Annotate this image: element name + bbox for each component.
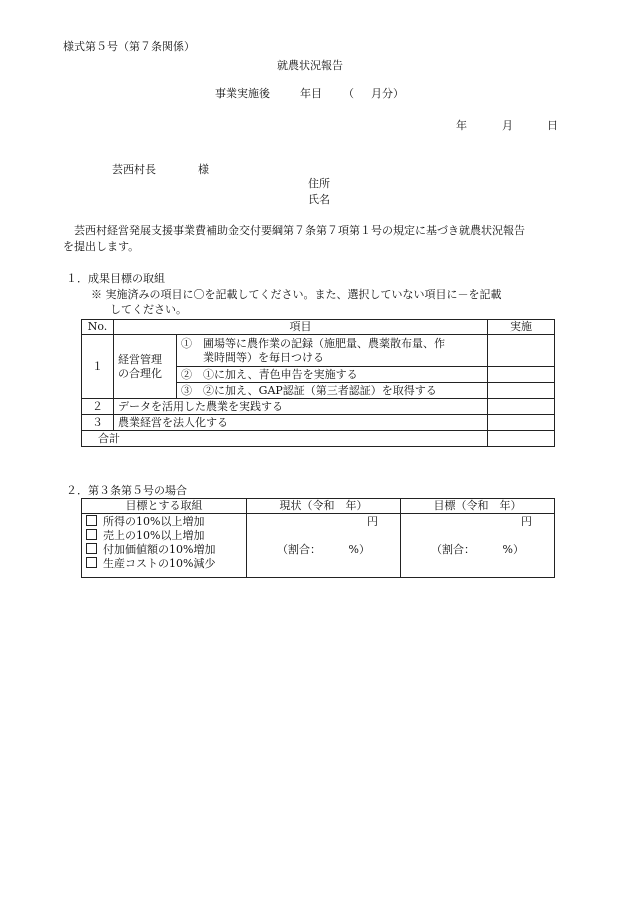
document-title: 就農状況報告 (277, 59, 343, 72)
row1-category-line1: 経営管理 (118, 352, 162, 366)
date-month: 月 (502, 119, 513, 132)
target-yen: 円 (521, 515, 532, 528)
col-goal-header: 目標とする取組 (82, 499, 247, 514)
total-label: 合計 (82, 431, 488, 447)
paragraph-line2: を提出します。 (63, 240, 140, 253)
row1-sub1-done-cell[interactable] (488, 335, 555, 367)
goal-options (82, 514, 247, 578)
row1-category (114, 335, 177, 399)
paragraph-line1: 芸西村経営発展支援事業費補助金交付要綱第７条第７項第１号の規定に基づき就農状況報告 (74, 224, 525, 237)
period-prefix: 事業実施後 (215, 87, 270, 100)
current-ratio: （割合： %） (277, 543, 370, 556)
target-cell[interactable] (401, 514, 555, 578)
section1-note-line1: ※ 実施済みの項目に〇を記載してください。また、選択していない項目に－を記載 (91, 288, 502, 301)
date-day: 日 (547, 119, 558, 132)
section1-heading: １．成果目標の取組 (66, 272, 165, 285)
option-sales-label: 売上の10%以上増加 (103, 529, 205, 542)
col-item-header: 項目 (114, 320, 488, 335)
row3-done-cell[interactable] (488, 415, 555, 431)
row1-sub2-done-cell[interactable] (488, 367, 555, 383)
row2-no: ２ (82, 399, 114, 415)
row3-no: ３ (82, 415, 114, 431)
checkbox-icon[interactable] (86, 543, 97, 554)
row1-sub1-line2: 業時間等）を毎日つける (203, 350, 324, 364)
target-ratio: （割合： %） (431, 543, 524, 556)
honorific: 様 (198, 163, 209, 176)
addressee: 芸西村長 (112, 163, 156, 176)
option-value-added-label: 付加価値額の10%増加 (103, 543, 216, 556)
row1-sub3-done-cell[interactable] (488, 383, 555, 399)
goals-table (81, 319, 555, 447)
row1-sub1-mark: ① (181, 336, 192, 350)
period-month: 月分） (371, 87, 404, 100)
row1-category-line2: の合理化 (118, 366, 162, 380)
option-cost[interactable] (86, 557, 242, 571)
option-value-added[interactable] (86, 543, 242, 557)
col-done-header: 実施 (488, 320, 555, 335)
current-yen: 円 (367, 515, 378, 528)
row1-no: １ (82, 335, 114, 399)
section2-heading: ２．第３条第５号の場合 (66, 484, 187, 497)
row1-sub2: ② ①に加え、青色申告を実施する (177, 367, 488, 383)
checkbox-icon[interactable] (86, 515, 97, 526)
col-current-header: 現状（令和 年） (247, 499, 401, 514)
col-target-header: 目標（令和 年） (401, 499, 555, 514)
period-year: 年目 (300, 87, 322, 100)
current-cell[interactable] (247, 514, 401, 578)
section1-note-line2: してください。 (110, 303, 187, 316)
option-sales[interactable] (86, 529, 242, 543)
address-label: 住所 (308, 177, 330, 190)
option-income[interactable] (86, 515, 242, 529)
section2-table (81, 498, 555, 578)
row2-item: データを活用した農業を実践する (114, 399, 488, 415)
col-no-header: No. (82, 320, 114, 335)
row3-item: 農業経営を法人化する (114, 415, 488, 431)
checkbox-icon[interactable] (86, 529, 97, 540)
checkbox-icon[interactable] (86, 557, 97, 568)
option-income-label: 所得の10%以上増加 (103, 515, 205, 528)
period-paren: （ (343, 87, 354, 100)
option-cost-label: 生産コストの10%減少 (103, 557, 216, 570)
date-year: 年 (456, 119, 467, 132)
total-done-cell[interactable] (488, 431, 555, 447)
row1-sub1-line1: 圃場等に農作業の記録（施肥量、農薬散布量、作 (203, 336, 445, 350)
row1-sub1 (177, 335, 488, 367)
form-number: 様式第５号（第７条関係） (63, 40, 195, 53)
name-label: 氏名 (308, 193, 330, 206)
row1-sub3: ③ ②に加え、GAP認証（第三者認証）を取得する (177, 383, 488, 399)
row2-done-cell[interactable] (488, 399, 555, 415)
